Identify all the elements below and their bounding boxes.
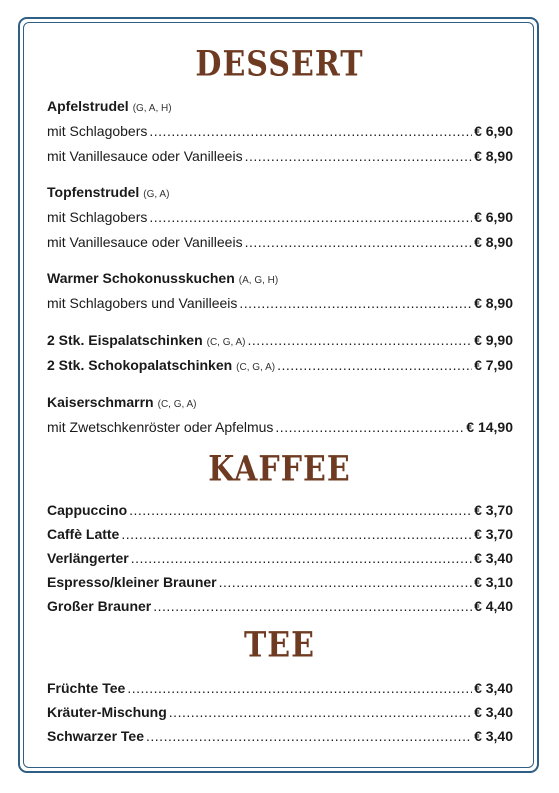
price: € 3,40	[474, 728, 513, 744]
menu-item-heading	[47, 392, 513, 412]
allergen-codes: (C, G, A)	[206, 337, 246, 348]
option-label: mit Zwetschkenröster oder Apfelmus	[47, 419, 274, 435]
dot-leader	[248, 330, 473, 350]
item-name: Warmer Schokonusskuchen	[47, 270, 235, 286]
dot-leader	[277, 355, 472, 375]
menu-item-option	[47, 207, 513, 227]
price: € 6,90	[474, 209, 513, 225]
item-name: Cappuccino	[47, 502, 128, 518]
dot-leader	[169, 702, 472, 722]
item-name: Kaiserschmarrn	[47, 394, 154, 410]
menu-item-priced	[47, 355, 513, 375]
dot-leader	[149, 207, 472, 227]
price: € 8,90	[474, 234, 513, 250]
allergen-codes: (G, A, H)	[132, 103, 172, 114]
item-name: 2 Stk. Eispalatschinken	[47, 332, 203, 348]
option-label: mit Schlagobers	[47, 123, 148, 139]
section-title-tee: TEE	[243, 625, 316, 666]
price: € 9,90	[474, 332, 513, 348]
price: € 4,40	[474, 598, 513, 614]
dot-leader	[275, 417, 464, 437]
item-name: Apfelstrudel	[47, 98, 129, 114]
menu-item-option	[47, 232, 513, 252]
allergen-codes: (A, G, H)	[238, 275, 279, 286]
option-label: mit Vanillesauce oder Vanilleeis	[47, 148, 243, 164]
price: € 3,40	[474, 704, 513, 720]
item-name: Großer Brauner	[47, 598, 152, 614]
price: € 3,10	[474, 574, 513, 590]
menu-item-priced	[47, 500, 513, 520]
item-name: 2 Stk. Schokopalatschinken	[47, 357, 233, 373]
price: € 3,40	[474, 550, 513, 566]
menu-item-option	[47, 293, 513, 313]
price: € 8,90	[474, 295, 513, 311]
item-name: Verlängerter	[47, 550, 129, 566]
menu-item-option	[47, 121, 513, 141]
allergen-codes: (G, A)	[143, 189, 170, 200]
item-name: Topfenstrudel	[47, 184, 140, 200]
dot-leader	[245, 232, 472, 252]
price: € 7,90	[474, 357, 513, 373]
item-name: Früchte Tee	[47, 680, 126, 696]
menu-item-heading	[47, 182, 513, 202]
dot-leader	[219, 572, 472, 592]
item-name: Schwarzer Tee	[47, 728, 145, 744]
menu-item-priced	[47, 524, 513, 544]
dot-leader	[127, 678, 472, 698]
price: € 3,70	[474, 526, 513, 542]
menu-item-priced	[47, 596, 513, 616]
dot-leader	[153, 596, 472, 616]
dot-leader	[245, 146, 472, 166]
menu-item-priced	[47, 330, 513, 350]
menu-item-priced	[47, 678, 513, 698]
price: € 8,90	[474, 148, 513, 164]
dot-leader	[239, 293, 472, 313]
dot-leader	[129, 500, 472, 520]
menu-item-option	[47, 146, 513, 166]
dot-leader	[149, 121, 472, 141]
item-name: Espresso/kleiner Brauner	[47, 574, 217, 590]
menu-item-priced	[47, 702, 513, 722]
item-name: Kräuter-Mischung	[47, 704, 167, 720]
allergen-codes: (C, G, A)	[157, 399, 197, 410]
menu-item-heading	[47, 268, 513, 288]
option-label: mit Vanillesauce oder Vanilleeis	[47, 234, 243, 250]
price: € 6,90	[474, 123, 513, 139]
menu-item-priced	[47, 548, 513, 568]
dot-leader	[131, 548, 472, 568]
dot-leader	[146, 726, 472, 746]
section-title-kaffee: KAFFEE	[208, 449, 351, 490]
price: € 3,70	[474, 502, 513, 518]
dot-leader	[121, 524, 472, 544]
section-title-dessert: DESSERT	[195, 44, 364, 85]
item-name: Caffè Latte	[47, 526, 120, 542]
option-label: mit Schlagobers und Vanilleeis	[47, 295, 238, 311]
price: € 3,40	[474, 680, 513, 696]
allergen-codes: (C, G, A)	[236, 362, 276, 373]
menu-item-heading	[47, 96, 513, 116]
menu-item-priced	[47, 572, 513, 592]
menu-item-option	[47, 417, 513, 437]
menu-item-priced	[47, 726, 513, 746]
option-label: mit Schlagobers	[47, 209, 148, 225]
price: € 14,90	[466, 419, 513, 435]
